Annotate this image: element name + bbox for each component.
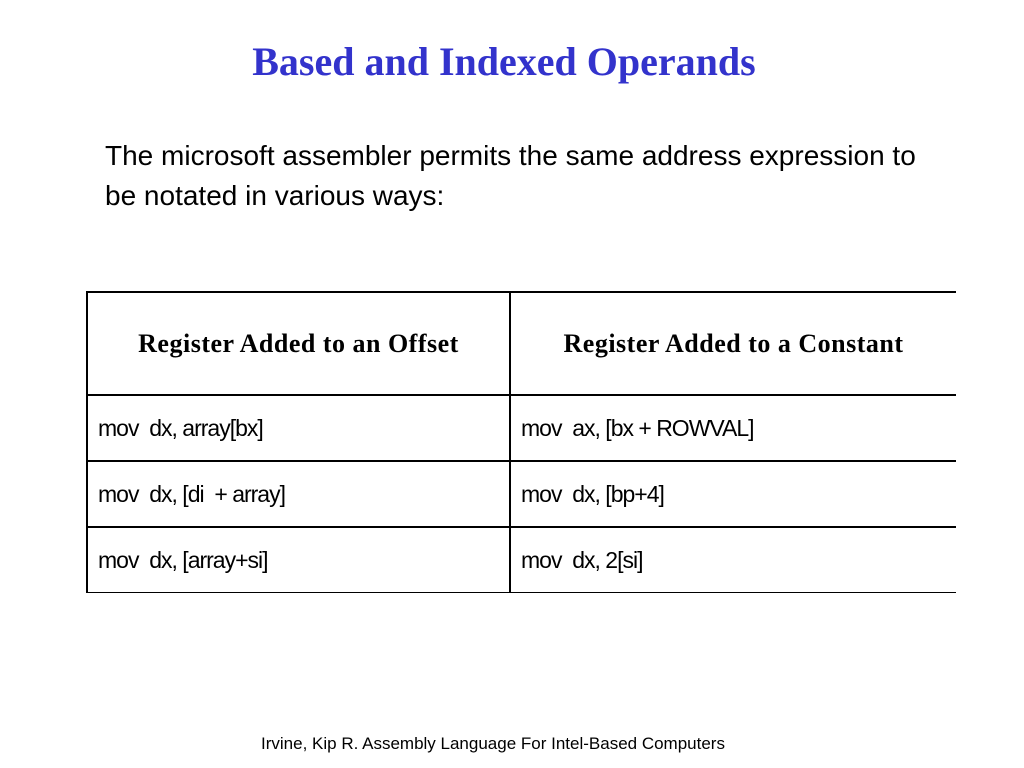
table-header-row: [87, 292, 956, 395]
table-cell-constant: mov dx, [bp+4]: [510, 461, 956, 527]
table-cell-constant: mov dx, 2[si]: [510, 527, 956, 593]
operands-table: [86, 291, 956, 593]
header-register-added-to-offset: Register Added to an Offset: [87, 292, 510, 395]
table-cell-offset: mov dx, [array+si]: [87, 527, 510, 593]
operands-table-container: [86, 291, 956, 593]
header-register-added-to-constant: Register Added to a Constant: [510, 292, 956, 395]
table-row: [87, 461, 956, 527]
table-cell-offset: mov dx, array[bx]: [87, 395, 510, 461]
table-row: [87, 395, 956, 461]
table-cell-offset: mov dx, [di + array]: [87, 461, 510, 527]
slide-title: Based and Indexed Operands: [252, 39, 756, 84]
citation-footer: Irvine, Kip R. Assembly Language For Intel-Based Computers: [261, 734, 725, 753]
table-cell-constant: mov ax, [bx + ROWVAL]: [510, 395, 956, 461]
intro-paragraph: The microsoft assembler permits the same address expression to be notated in various ways:: [105, 140, 916, 211]
table-row: [87, 527, 956, 593]
